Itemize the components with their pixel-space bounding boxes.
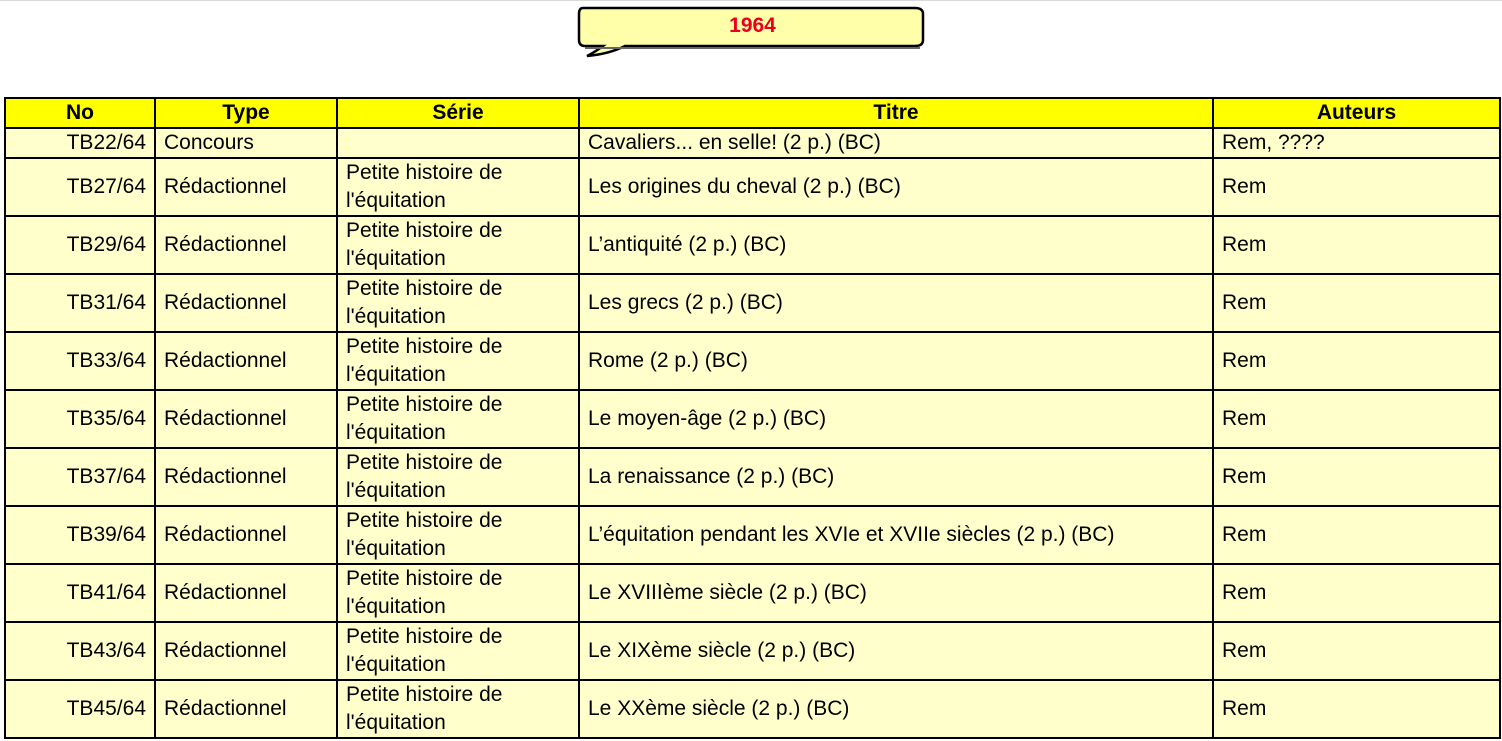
header-type: Type	[155, 98, 337, 128]
cell-auteurs: Rem	[1213, 158, 1500, 216]
table-row	[5, 332, 1500, 390]
table-row	[5, 622, 1500, 680]
cell-auteurs: Rem	[1213, 390, 1500, 448]
cell-titre: Cavaliers... en selle! (2 p.) (BC)	[579, 128, 1213, 158]
cell-titre: Le XVIIIème siècle (2 p.) (BC)	[579, 564, 1213, 622]
cell-no: TB41/64	[5, 564, 155, 622]
table-row	[5, 390, 1500, 448]
cell-titre: Les grecs (2 p.) (BC)	[579, 274, 1213, 332]
cell-no: TB27/64	[5, 158, 155, 216]
cell-no: TB35/64	[5, 390, 155, 448]
cell-serie: Petite histoire de l'équitation	[337, 332, 579, 390]
cell-serie: Petite histoire de l'équitation	[337, 622, 579, 680]
cell-no: TB31/64	[5, 274, 155, 332]
cell-type: Rédactionnel	[155, 274, 337, 332]
cell-serie: Petite histoire de l'équitation	[337, 448, 579, 506]
cell-titre: Les origines du cheval (2 p.) (BC)	[579, 158, 1213, 216]
publications-table-container	[4, 97, 1501, 739]
cell-titre: Le XIXème siècle (2 p.) (BC)	[579, 622, 1213, 680]
cell-no: TB37/64	[5, 448, 155, 506]
cell-serie: Petite histoire de l'équitation	[337, 506, 579, 564]
cell-no: TB33/64	[5, 332, 155, 390]
cell-titre: Le XXème siècle (2 p.) (BC)	[579, 680, 1213, 738]
cell-auteurs: Rem	[1213, 216, 1500, 274]
table-row	[5, 564, 1500, 622]
cell-auteurs: Rem	[1213, 622, 1500, 680]
cell-type: Rédactionnel	[155, 332, 337, 390]
cell-serie: Petite histoire de l'équitation	[337, 158, 579, 216]
cell-serie: Petite histoire de l'équitation	[337, 390, 579, 448]
header-no: No	[5, 98, 155, 128]
publications-table	[4, 97, 1501, 739]
cell-type: Rédactionnel	[155, 390, 337, 448]
cell-serie: Petite histoire de l'équitation	[337, 680, 579, 738]
header-serie: Série	[337, 98, 579, 128]
cell-no: TB45/64	[5, 680, 155, 738]
cell-auteurs: Rem, ????	[1213, 128, 1500, 158]
cell-titre: Rome (2 p.) (BC)	[579, 332, 1213, 390]
year-banner	[575, 4, 930, 60]
table-row	[5, 506, 1500, 564]
header-auteurs: Auteurs	[1213, 98, 1500, 128]
top-divider	[0, 0, 1502, 1]
table-row	[5, 274, 1500, 332]
cell-type: Rédactionnel	[155, 564, 337, 622]
cell-type: Rédactionnel	[155, 216, 337, 274]
cell-auteurs: Rem	[1213, 448, 1500, 506]
cell-no: TB29/64	[5, 216, 155, 274]
cell-serie: Petite histoire de l'équitation	[337, 274, 579, 332]
cell-auteurs: Rem	[1213, 680, 1500, 738]
cell-no: TB43/64	[5, 622, 155, 680]
cell-serie: Petite histoire de l'équitation	[337, 564, 579, 622]
cell-titre: Le moyen-âge (2 p.) (BC)	[579, 390, 1213, 448]
table-row	[5, 680, 1500, 738]
table-row	[5, 128, 1500, 158]
cell-type: Concours	[155, 128, 337, 158]
cell-type: Rédactionnel	[155, 506, 337, 564]
cell-no: TB22/64	[5, 128, 155, 158]
table-row	[5, 448, 1500, 506]
cell-serie: Petite histoire de l'équitation	[337, 216, 579, 274]
table-header-row	[5, 98, 1500, 128]
cell-auteurs: Rem	[1213, 274, 1500, 332]
table-row	[5, 158, 1500, 216]
cell-auteurs: Rem	[1213, 332, 1500, 390]
header-titre: Titre	[579, 98, 1213, 128]
year-label: 1964	[729, 14, 776, 37]
cell-titre: La renaissance (2 p.) (BC)	[579, 448, 1213, 506]
cell-serie	[337, 128, 579, 158]
cell-type: Rédactionnel	[155, 448, 337, 506]
cell-no: TB39/64	[5, 506, 155, 564]
cell-auteurs: Rem	[1213, 506, 1500, 564]
cell-type: Rédactionnel	[155, 622, 337, 680]
cell-type: Rédactionnel	[155, 158, 337, 216]
cell-titre: L’équitation pendant les XVIe et XVIIe siècles (2 p.) (BC)	[579, 506, 1213, 564]
cell-titre: L’antiquité (2 p.) (BC)	[579, 216, 1213, 274]
cell-auteurs: Rem	[1213, 564, 1500, 622]
cell-type: Rédactionnel	[155, 680, 337, 738]
table-row	[5, 216, 1500, 274]
